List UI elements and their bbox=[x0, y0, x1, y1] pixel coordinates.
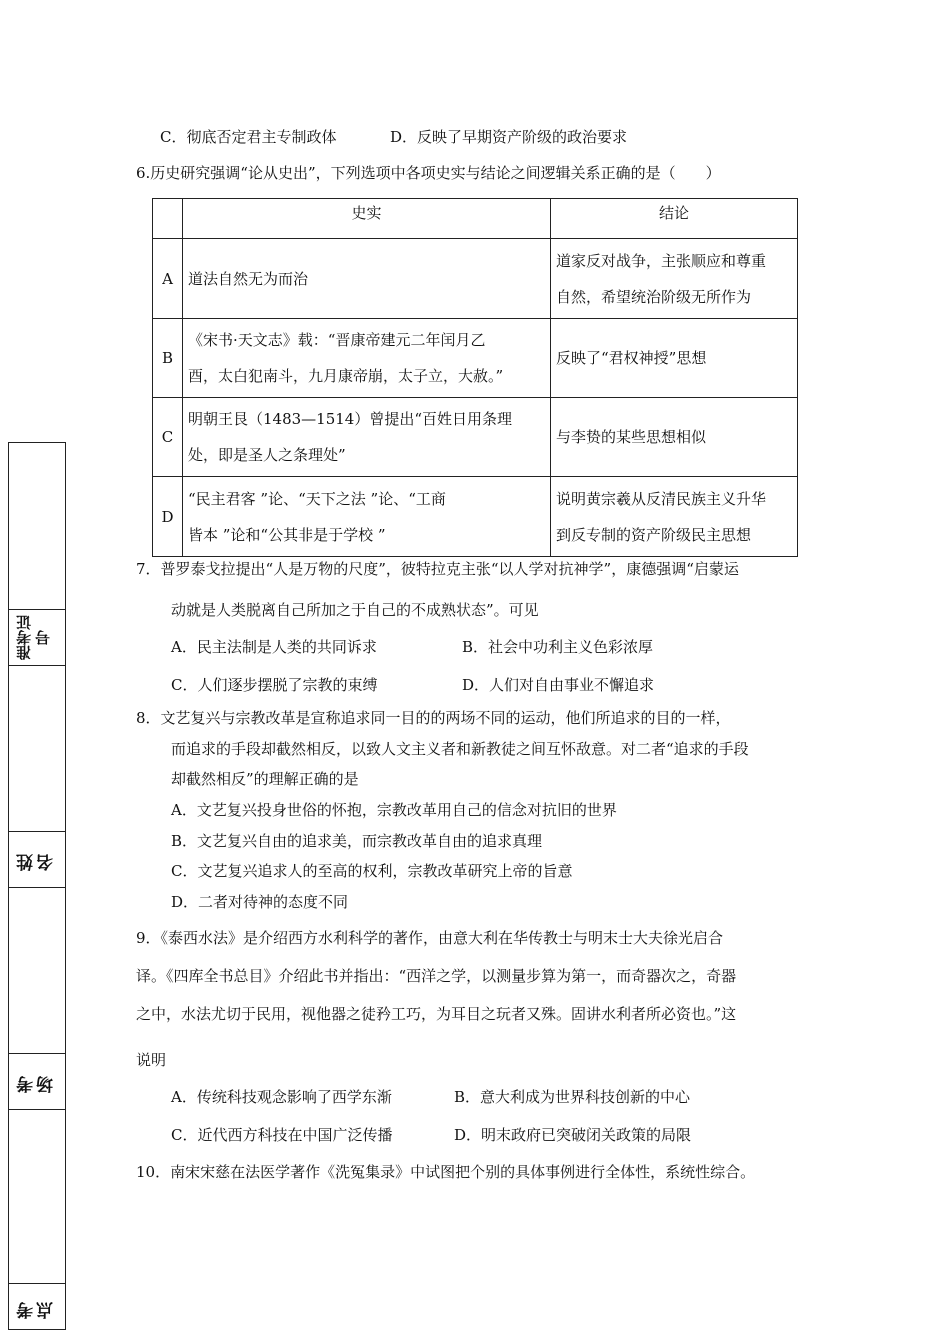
table-corner-cell bbox=[153, 199, 183, 239]
binding-divider bbox=[9, 831, 65, 832]
binding-box bbox=[8, 442, 66, 1330]
q8-option-b: B．文艺复兴自由的追求美，而宗教改革自由的追求真理 bbox=[171, 832, 543, 850]
row-conclusion bbox=[551, 239, 798, 319]
q10-stem-line-1: 10．南宋宋慈在法医学著作《洗冤集录》中试图把个别的具体事例进行全体性，系统性综合。 bbox=[136, 1163, 756, 1181]
binding-divider bbox=[9, 665, 65, 666]
header-conclusion: 结论 bbox=[551, 199, 798, 239]
row-conclusion bbox=[551, 398, 798, 477]
fact-line: 皆本 ”论和“公其非是于学校 ” bbox=[188, 525, 386, 544]
fact-line: 酉，太白犯南斗，九月康帝崩，太子立，大赦。” bbox=[188, 367, 504, 385]
q8-stem-line-1: 8．文艺复兴与宗教改革是宣称追求同一目的的两场不同的运动，他们所追求的目的一样， bbox=[136, 709, 731, 727]
conclusion-line: 说明黄宗羲从反清民族主义升华 bbox=[556, 489, 767, 508]
q5-option-d: D．反映了早期资产阶级的政治要求 bbox=[390, 128, 628, 146]
q7-stem-line-1: 7．普罗泰戈拉提出“人是万物的尺度”，彼特拉克主张“以人学对抗神学”，康德强调“启蒙运 bbox=[136, 560, 739, 578]
binding-divider bbox=[9, 1283, 65, 1284]
conclusion-line: 到反专制的资产阶级民主思想 bbox=[556, 525, 752, 544]
row-conclusion bbox=[551, 319, 798, 398]
fact-line: 道法自然无为而治 bbox=[188, 269, 309, 288]
q9-stem-line-2: 译。《四库全书总目》介绍此书并指出：“西洋之学，以测量步算为第一，而奇器次之，奇器 bbox=[136, 967, 737, 985]
q6-stem: 6.历史研究强调“论从史出”，下列选项中各项史实与结论之间逻辑关系正确的是（ ） bbox=[136, 164, 721, 182]
conclusion-line: 道家反对战争，主张顺应和尊重 bbox=[556, 251, 767, 270]
q5-option-c: C．彻底否定君主专制政体 bbox=[160, 128, 337, 146]
q7-option-a: A．民主法制是人类的共同诉求 bbox=[171, 638, 377, 656]
table-header-row bbox=[153, 199, 798, 239]
row-fact bbox=[183, 398, 551, 477]
label-exam-id: 准考证号 bbox=[15, 615, 52, 661]
q8-option-d: D．二者对待神的态度不同 bbox=[171, 893, 349, 911]
binding-divider bbox=[9, 1109, 65, 1110]
q9-stem-line-1: 9．《泰西水法》是介绍西方水利科学的著作，由意大利在华传教士与明末士大夫徐光启合 bbox=[136, 929, 724, 947]
q9-stem-line-3: 之中，水法尤切于民用，视他器之徒矜工巧，为耳目之玩者又殊。固讲水利者所必资也。”这 bbox=[136, 1005, 737, 1023]
row-letter: B bbox=[153, 319, 183, 398]
conclusion-line: 自然，希望统治阶级无所作为 bbox=[556, 287, 752, 306]
q8-option-c: C．文艺复兴追求人的至高的权利，宗教改革研究上帝的旨意 bbox=[171, 862, 573, 880]
fact-line: 明朝王艮（1483—1514）曾提出“百姓日用条理 bbox=[188, 410, 513, 428]
q9-stem-line-4: 说明 bbox=[136, 1051, 167, 1069]
row-fact bbox=[183, 477, 551, 557]
row-letter: C bbox=[153, 398, 183, 477]
q7-option-d: D．人们对自由事业不懈追求 bbox=[462, 676, 655, 694]
fact-line: 处，即是圣人之条理处” bbox=[188, 446, 346, 464]
conclusion-line: 与李贽的某些思想相似 bbox=[556, 428, 707, 446]
q9-option-c: C．近代西方科技在中国广泛传播 bbox=[171, 1126, 393, 1144]
table-row bbox=[153, 477, 798, 557]
row-fact bbox=[183, 319, 551, 398]
q7-stem-line-2: 动就是人类脱离自己所加之于自己的不成熟状态”。可见 bbox=[171, 601, 539, 619]
q8-stem-line-2: 而追求的手段却截然相反，以致人文主义者和新教徒之间互怀敌意。对二者“追求的手段 bbox=[171, 740, 749, 758]
table-row bbox=[153, 398, 798, 477]
row-conclusion bbox=[551, 477, 798, 557]
table-row bbox=[153, 239, 798, 319]
header-fact: 史实 bbox=[183, 199, 551, 239]
fact-line: “民主君客 ”论、“天下之法 ”论、“工商 bbox=[188, 489, 446, 508]
conclusion-line: 反映了“君权神授”思想 bbox=[556, 349, 707, 367]
q9-option-d: D．明末政府已突破闭关政策的局限 bbox=[454, 1126, 692, 1144]
binding-divider bbox=[9, 1053, 65, 1054]
binding-divider bbox=[9, 887, 65, 888]
label-name: 姓名 bbox=[17, 848, 57, 872]
label-room: 考场 bbox=[17, 1070, 57, 1094]
q8-stem-line-3: 却截然相反”的理解正确的是 bbox=[171, 770, 359, 788]
q9-option-a: A．传统科技观念影响了西学东渐 bbox=[171, 1088, 392, 1106]
q7-option-b: B．社会中功利主义色彩浓厚 bbox=[462, 638, 654, 656]
q7-option-c: C．人们逐步摆脱了宗教的束缚 bbox=[171, 676, 378, 694]
table-row bbox=[153, 319, 798, 398]
q8-option-a: A．文艺复兴投身世俗的怀抱，宗教改革用自己的信念对抗旧的世界 bbox=[171, 801, 617, 819]
fact-line: 《宋书·天文志》载：“晋康帝建元二年闰月乙 bbox=[188, 331, 486, 349]
row-fact bbox=[183, 239, 551, 319]
row-letter: A bbox=[153, 239, 183, 319]
binding-divider bbox=[9, 609, 65, 610]
label-site: 考点 bbox=[17, 1296, 57, 1320]
q6-table bbox=[152, 198, 798, 557]
q9-option-b: B．意大利成为世界科技创新的中心 bbox=[454, 1088, 691, 1106]
row-letter: D bbox=[153, 477, 183, 557]
